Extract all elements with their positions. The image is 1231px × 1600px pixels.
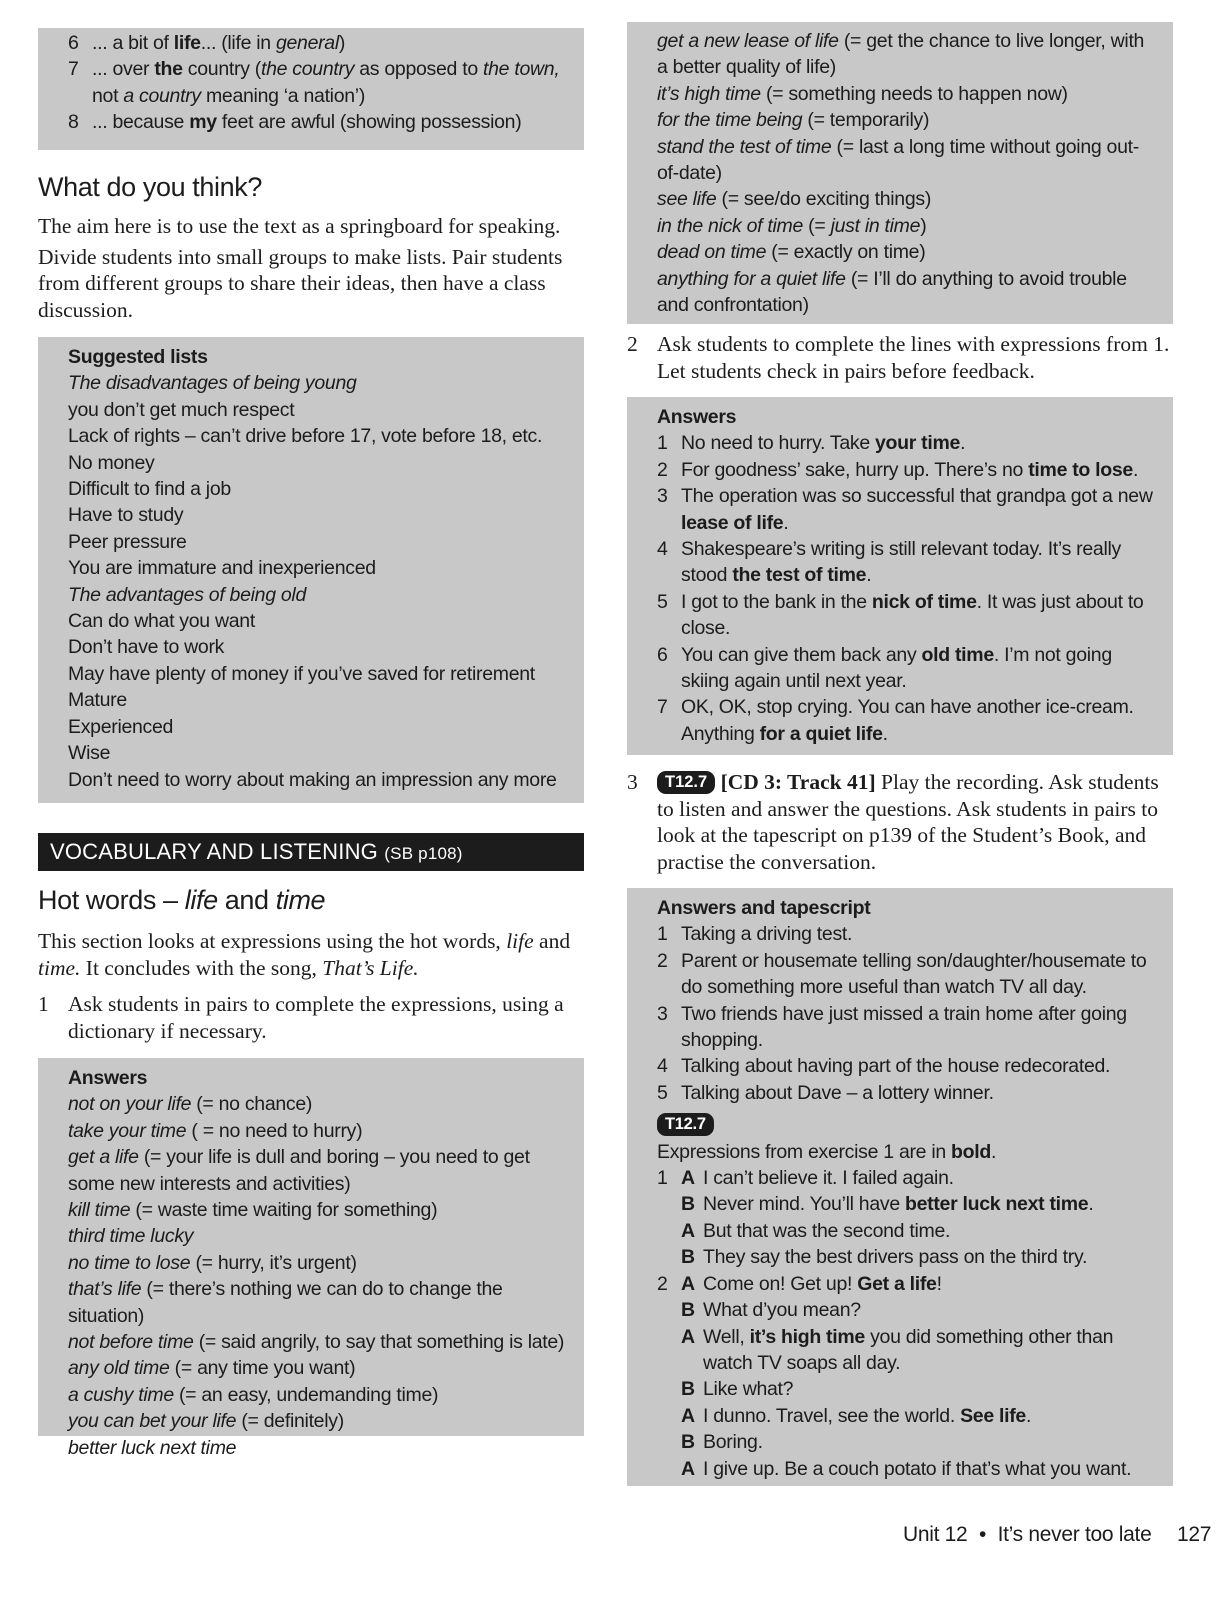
dialogue-text xyxy=(703,1456,1159,1482)
item-text xyxy=(92,56,570,109)
page-footer xyxy=(903,1523,1211,1547)
text-run: general xyxy=(275,32,339,54)
dialogue-line xyxy=(657,1376,1159,1402)
item-text xyxy=(681,536,1159,589)
text-run: Boring. xyxy=(703,1431,763,1454)
gloss-italic: just in time xyxy=(830,214,921,237)
gloss: (= waste time waiting for something) xyxy=(130,1199,438,1222)
text-run: it’s high time xyxy=(749,1325,865,1348)
list-item xyxy=(657,186,1159,212)
dialogue-line xyxy=(657,1456,1159,1482)
dialogue-text xyxy=(703,1191,1159,1217)
item-number: 8 xyxy=(68,111,79,134)
expression: in the nick of time xyxy=(657,214,804,237)
list-item: The disadvantages of being young xyxy=(68,372,357,395)
expression: not on your life xyxy=(68,1093,192,1116)
dialogue-text xyxy=(703,1297,1159,1323)
gloss: (= see/do exciting things) xyxy=(716,188,932,211)
answers-1-box xyxy=(38,1058,584,1459)
item-number: 2 xyxy=(657,949,668,972)
list-item xyxy=(657,107,1159,133)
text-run: country ( xyxy=(182,58,261,81)
list-item: Can do what you want xyxy=(68,610,255,633)
list-item xyxy=(657,1001,1159,1054)
intro-and: and xyxy=(533,929,571,953)
text-run: Shakespeare’s writing is still relevant today. It’s really stood xyxy=(681,538,1121,587)
expression: better luck next time xyxy=(68,1436,237,1459)
expression: get a new lease of life xyxy=(657,30,839,52)
text-run: the xyxy=(154,58,183,81)
item-text xyxy=(681,694,1159,747)
item-number: 5 xyxy=(657,1081,668,1104)
text-run: . It was just about to close. xyxy=(681,590,1144,640)
text-run: . xyxy=(783,511,789,534)
speaker: B xyxy=(681,1431,695,1454)
dialogue-line xyxy=(657,1297,1159,1323)
gloss: (= an easy, undemanding time) xyxy=(173,1383,439,1406)
wdyt-paragraph-1: The aim here is to use the text as a springboard for speaking. xyxy=(38,214,561,238)
gloss: (= I’ll do anything to avoid trouble and confrontation) xyxy=(657,267,1127,317)
speaker: A xyxy=(681,1325,695,1348)
text-run: my xyxy=(189,111,217,134)
list-item: You are immature and inexperienced xyxy=(68,557,376,580)
list-item xyxy=(657,948,1159,1001)
list-item xyxy=(68,1197,570,1223)
hot-heading-time: time xyxy=(275,885,326,915)
expression: you can bet your life xyxy=(68,1410,237,1433)
item-number: 3 xyxy=(657,1002,668,1025)
dialogue-line xyxy=(657,1191,1159,1217)
cd-track: [CD 3: Track 41] xyxy=(720,770,876,794)
gloss: (= there’s nothing we can do to change the situation) xyxy=(68,1278,503,1327)
item-text xyxy=(681,430,1159,456)
dialogue-line xyxy=(657,1165,1159,1191)
text-run: What d’you mean? xyxy=(703,1299,861,1322)
hot-words-intro xyxy=(38,928,584,981)
list-item xyxy=(68,1355,570,1381)
item-number: 7 xyxy=(68,58,79,81)
text-run: . I’m not going skiing again until next year. xyxy=(681,643,1112,693)
text-run: . xyxy=(1088,1193,1094,1216)
text-run: No need to hurry. Take xyxy=(681,432,875,455)
note-end: . xyxy=(991,1140,997,1163)
exercise-1 xyxy=(38,991,584,1044)
answers-2-list xyxy=(657,430,1159,747)
list-item xyxy=(68,1435,570,1461)
expression: any old time xyxy=(68,1357,170,1380)
list-item: Experienced xyxy=(68,715,174,738)
text-run: . xyxy=(1132,458,1139,481)
item-number: 1 xyxy=(657,432,668,455)
answers-3-box xyxy=(627,888,1173,1486)
answers-2-heading: Answers xyxy=(657,406,737,428)
gloss: (= no chance) xyxy=(191,1093,313,1116)
list-item: Lack of rights – can’t drive before 17, vote before 18, etc. xyxy=(68,425,543,448)
text-run: the test of time xyxy=(732,564,867,587)
item-text xyxy=(681,483,1159,536)
exercise-3-body: Play the recording. Ask students to listen and answer the questions. Ask students in pairs to look at the tapescript on p139 of the Student’s Book, and practise the conversation. xyxy=(657,770,1159,874)
text-run: I give up. Be a couch potato if that’s what you want. xyxy=(703,1457,1132,1480)
dialogue-text xyxy=(703,1324,1159,1377)
list-item xyxy=(68,1382,570,1408)
dialogue-number xyxy=(657,1244,681,1270)
list-item xyxy=(68,1118,570,1144)
item-text xyxy=(92,109,570,135)
dialogue-line xyxy=(657,1271,1159,1297)
text-run: See life xyxy=(960,1404,1026,1427)
text-run: I can’t believe it. I failed again. xyxy=(703,1167,954,1190)
dialogue-line xyxy=(657,1324,1159,1377)
suggested-list xyxy=(68,370,570,793)
text-run: a country xyxy=(123,84,201,107)
dialogue-text xyxy=(703,1244,1159,1270)
expression: get a life xyxy=(68,1146,139,1169)
text-run: meaning ‘a nation’) xyxy=(200,84,366,107)
answers-1-heading: Answers xyxy=(68,1067,148,1089)
answers-2-box xyxy=(627,397,1173,755)
expression: a cushy time xyxy=(68,1383,174,1406)
expression: for the time being xyxy=(657,109,803,132)
suggested-lists-heading: Suggested lists xyxy=(68,346,208,368)
list-item xyxy=(68,1329,570,1355)
speaker: A xyxy=(681,1219,695,1242)
list-item xyxy=(657,266,1159,319)
footer-title: It’s never too late xyxy=(997,1523,1152,1546)
expression: not before time xyxy=(68,1331,194,1354)
gloss: ( = no need to hurry) xyxy=(186,1119,363,1142)
list-item xyxy=(68,1250,570,1276)
hot-heading-life: life xyxy=(184,885,218,915)
expression: take your time xyxy=(68,1119,187,1142)
list-item xyxy=(657,589,1159,642)
list-item xyxy=(657,430,1159,456)
text-run: time to lose xyxy=(1028,458,1133,481)
dialogue-text xyxy=(703,1271,1159,1297)
section-bar-title: VOCABULARY AND LISTENING xyxy=(50,839,378,864)
speaker: A xyxy=(681,1404,695,1427)
expression: stand the test of time xyxy=(657,135,832,158)
text-run: But that was the second time. xyxy=(703,1219,951,1242)
item-number: 5 xyxy=(657,590,668,613)
dialogue-line xyxy=(657,1244,1159,1270)
text-run: . xyxy=(882,722,888,745)
gloss-end: ) xyxy=(920,214,927,237)
note-bold: bold xyxy=(951,1140,991,1163)
list-item xyxy=(657,642,1159,695)
item-text xyxy=(681,642,1159,695)
list-item: Have to study xyxy=(68,504,184,527)
item-number: 2 xyxy=(657,458,668,481)
continued-answers-box xyxy=(38,28,584,150)
list-item xyxy=(68,1144,570,1197)
text-run: old time xyxy=(921,643,994,666)
text-run: for a quiet life xyxy=(759,722,883,745)
list-item xyxy=(657,457,1159,483)
text-run: better luck next time xyxy=(905,1193,1089,1216)
item-text xyxy=(681,457,1159,483)
section-bar-ref: (SB p108) xyxy=(384,844,463,863)
text-run: For goodness’ sake, hurry up. There’s no xyxy=(681,458,1029,481)
text-run: ... over xyxy=(92,58,155,81)
exercise-1-text: Ask students in pairs to complete the expressions, using a dictionary if necessary. xyxy=(68,992,564,1043)
expression: see life xyxy=(657,188,717,211)
list-item xyxy=(657,239,1159,265)
list-item xyxy=(657,1053,1159,1079)
text-run: Never mind. You’ll have xyxy=(703,1193,906,1216)
speaker: B xyxy=(681,1193,695,1216)
list-item xyxy=(68,1223,570,1249)
list-item: Don’t need to worry about making an impression any more xyxy=(68,768,557,791)
list-item xyxy=(657,483,1159,536)
text-run: I got to the bank in the xyxy=(681,590,872,613)
text-run: nick of time xyxy=(871,590,977,613)
list-item: The advantages of being old xyxy=(68,583,307,606)
list-item: Mature xyxy=(68,689,127,712)
item-number: 3 xyxy=(657,485,668,508)
expression: that’s life xyxy=(68,1278,142,1301)
item-number: 1 xyxy=(657,923,668,946)
list-item xyxy=(68,1276,570,1329)
speaker: A xyxy=(681,1272,695,1295)
text-run: ... a bit of xyxy=(92,32,174,54)
exercise-2 xyxy=(627,331,1173,384)
right-column xyxy=(627,0,1173,1486)
gloss: (= xyxy=(803,214,831,237)
text-run: ! xyxy=(936,1272,942,1295)
dialogue-text xyxy=(703,1429,1159,1455)
list-item xyxy=(68,1091,570,1117)
text-run: the country xyxy=(260,58,355,81)
expressions-note xyxy=(657,1139,1159,1165)
wdyt-paragraph-2: Divide students into small groups to make lists. Pair students from different groups to share their ideas, then have a class discussion. xyxy=(38,244,563,322)
list-item: May have plenty of money if you’ve saved for retirement xyxy=(68,662,535,685)
item-number: 7 xyxy=(657,696,668,719)
list-item: Peer pressure xyxy=(68,530,187,553)
list-item xyxy=(68,30,570,56)
gloss: (= definitely) xyxy=(236,1410,344,1433)
gloss: (= said angrily, to say that something is late) xyxy=(193,1331,565,1354)
text-run: your time xyxy=(875,432,961,455)
expression: no time to lose xyxy=(68,1251,191,1274)
list-item xyxy=(657,694,1159,747)
footer-unit: Unit 12 xyxy=(903,1523,968,1546)
list-item: Wise xyxy=(68,742,111,765)
dialogue-number xyxy=(657,1456,681,1482)
gloss: (= something needs to happen now) xyxy=(760,82,1068,105)
text-run: feet are awful (showing possession) xyxy=(216,111,522,134)
dialogue-line xyxy=(657,1403,1159,1429)
list-item xyxy=(68,56,570,109)
list-item: Don’t have to work xyxy=(68,636,225,659)
list-item xyxy=(68,109,570,135)
list-item: Difficult to find a job xyxy=(68,478,231,501)
text-run: ... because xyxy=(92,111,190,134)
expression: dead on time xyxy=(657,241,767,264)
exercise-2-number: 2 xyxy=(627,332,638,356)
dialogue-number xyxy=(657,1297,681,1323)
text-run: You can give them back any xyxy=(681,643,922,666)
dialogue-text xyxy=(703,1376,1159,1402)
gloss: (= get the chance to live longer, with a better quality of life) xyxy=(657,30,1145,79)
expression: it’s high time xyxy=(657,82,761,105)
exercise-2-text: Ask students to complete the lines with expressions from 1. Let students check in pairs before feedback. xyxy=(657,332,1170,383)
item-text xyxy=(681,589,1159,642)
speaker: B xyxy=(681,1246,695,1269)
dialogue-number xyxy=(657,1376,681,1402)
text-run: . xyxy=(960,432,966,455)
track-tag: T12.7 xyxy=(657,771,715,794)
item-number: 6 xyxy=(657,643,668,666)
footer-separator: • xyxy=(979,1523,987,1546)
intro-text-e: It concludes with the song, xyxy=(80,955,323,980)
text-run: as opposed to xyxy=(354,58,483,81)
dialogue-text xyxy=(703,1165,1159,1191)
dialogue-number: 2 xyxy=(657,1272,668,1295)
item-text: Talking about having part of the house redecorated. xyxy=(681,1055,1111,1078)
list-item xyxy=(657,134,1159,187)
text-run: life xyxy=(173,32,201,54)
item-number: 4 xyxy=(657,1055,668,1078)
suggested-lists-box xyxy=(38,337,584,803)
dialogue-number xyxy=(657,1191,681,1217)
item-text: Talking about Dave – a lottery winner. xyxy=(681,1081,994,1104)
intro-time: time. xyxy=(38,955,81,980)
list-item xyxy=(68,1408,570,1434)
item-text xyxy=(92,30,570,56)
text-run: . xyxy=(1025,1404,1032,1427)
dialogue-number xyxy=(657,1429,681,1455)
text-run: ) xyxy=(338,32,346,54)
text-run: ... (life in xyxy=(200,32,276,54)
expression: third time lucky xyxy=(68,1225,194,1248)
text-run: Get a life xyxy=(857,1272,937,1295)
answers-3-heading: Answers and tapescript xyxy=(657,897,871,919)
speaker: B xyxy=(681,1299,695,1322)
text-run: lease of life xyxy=(681,511,784,534)
speaker: A xyxy=(681,1167,695,1190)
list-item xyxy=(657,213,1159,239)
text-run: OK, OK, stop crying. You can have another ice-cream. Anything xyxy=(681,696,1134,745)
dialogue-text xyxy=(703,1218,1159,1244)
dialogue-number: 1 xyxy=(657,1167,668,1190)
list-item xyxy=(657,28,1159,81)
hot-heading-text: Hot words – xyxy=(38,885,185,915)
text-run: Come on! Get up! xyxy=(703,1272,858,1295)
item-number: 4 xyxy=(657,538,668,561)
text-run: the town, xyxy=(483,58,560,81)
text-run: Well, xyxy=(703,1325,750,1348)
text-run: They say the best drivers pass on the third try. xyxy=(703,1246,1088,1269)
exercise-3-text xyxy=(657,769,1173,875)
item-number: 6 xyxy=(68,32,79,54)
item-text: Two friends have just missed a train home after going shopping. xyxy=(681,1002,1127,1052)
list-item xyxy=(657,921,1159,947)
dialogue-number xyxy=(657,1403,681,1429)
dialogue-number xyxy=(657,1218,681,1244)
note-text: Expressions from exercise 1 are in xyxy=(657,1140,952,1163)
intro-life: life xyxy=(506,929,534,953)
gloss: (= temporarily) xyxy=(802,109,930,132)
gloss: (= last a long time without going out-of-date) xyxy=(657,135,1139,185)
text-run: The operation was so successful that grandpa got a new xyxy=(681,485,1153,508)
dialogue-line xyxy=(657,1429,1159,1455)
dialogue-number xyxy=(657,1324,681,1377)
gloss: (= exactly on time) xyxy=(766,241,926,264)
expressions-box xyxy=(627,22,1173,324)
answers-3-list xyxy=(657,921,1159,1106)
intro-text-a: This section looks at expressions using the hot words, xyxy=(38,929,507,953)
answers-1-list xyxy=(68,1091,570,1461)
text-run: Like what? xyxy=(703,1378,794,1401)
speaker: A xyxy=(681,1457,695,1480)
dialogue-line xyxy=(657,1218,1159,1244)
hot-heading-and: and xyxy=(217,885,276,915)
list-item xyxy=(657,536,1159,589)
text-run: I dunno. Travel, see the world. xyxy=(703,1404,961,1427)
text-run: . xyxy=(866,564,872,587)
left-column xyxy=(38,0,584,1459)
gloss: (= hurry, it’s urgent) xyxy=(190,1251,357,1274)
exercise-3-number: 3 xyxy=(627,770,638,794)
list-item: No money xyxy=(68,451,155,474)
exercise-3 xyxy=(627,769,1173,875)
expression: anything for a quiet life xyxy=(657,267,846,290)
expressions-list xyxy=(657,28,1159,318)
exercise-1-number: 1 xyxy=(38,992,49,1016)
list-item xyxy=(657,1080,1159,1106)
item-text: Taking a driving test. xyxy=(681,923,853,946)
gloss: (= any time you want) xyxy=(169,1357,356,1380)
intro-song: That’s Life. xyxy=(322,955,419,980)
gloss: (= your life is dull and boring – you need to get some new interests and activities) xyxy=(68,1146,530,1195)
list-item xyxy=(657,81,1159,107)
hot-words-heading xyxy=(38,885,584,916)
item-text: Parent or housemate telling son/daughter/housemate to do something more useful than watch TV all day. xyxy=(681,949,1147,999)
footer-page-number: 127 xyxy=(1177,1523,1212,1546)
dialogue xyxy=(657,1165,1159,1482)
section-bar xyxy=(38,833,584,871)
what-do-you-think-heading: What do you think? xyxy=(38,172,262,202)
list-item: you don’t get much respect xyxy=(68,398,295,421)
numbered-list xyxy=(68,30,570,136)
text-run: you did something other than watch TV soaps all day. xyxy=(703,1325,1114,1374)
expression: kill time xyxy=(68,1199,131,1222)
dialogue-text xyxy=(703,1403,1159,1429)
speaker: B xyxy=(681,1378,695,1401)
tapescript-tag: T12.7 xyxy=(657,1113,714,1136)
text-run: not xyxy=(92,84,124,107)
